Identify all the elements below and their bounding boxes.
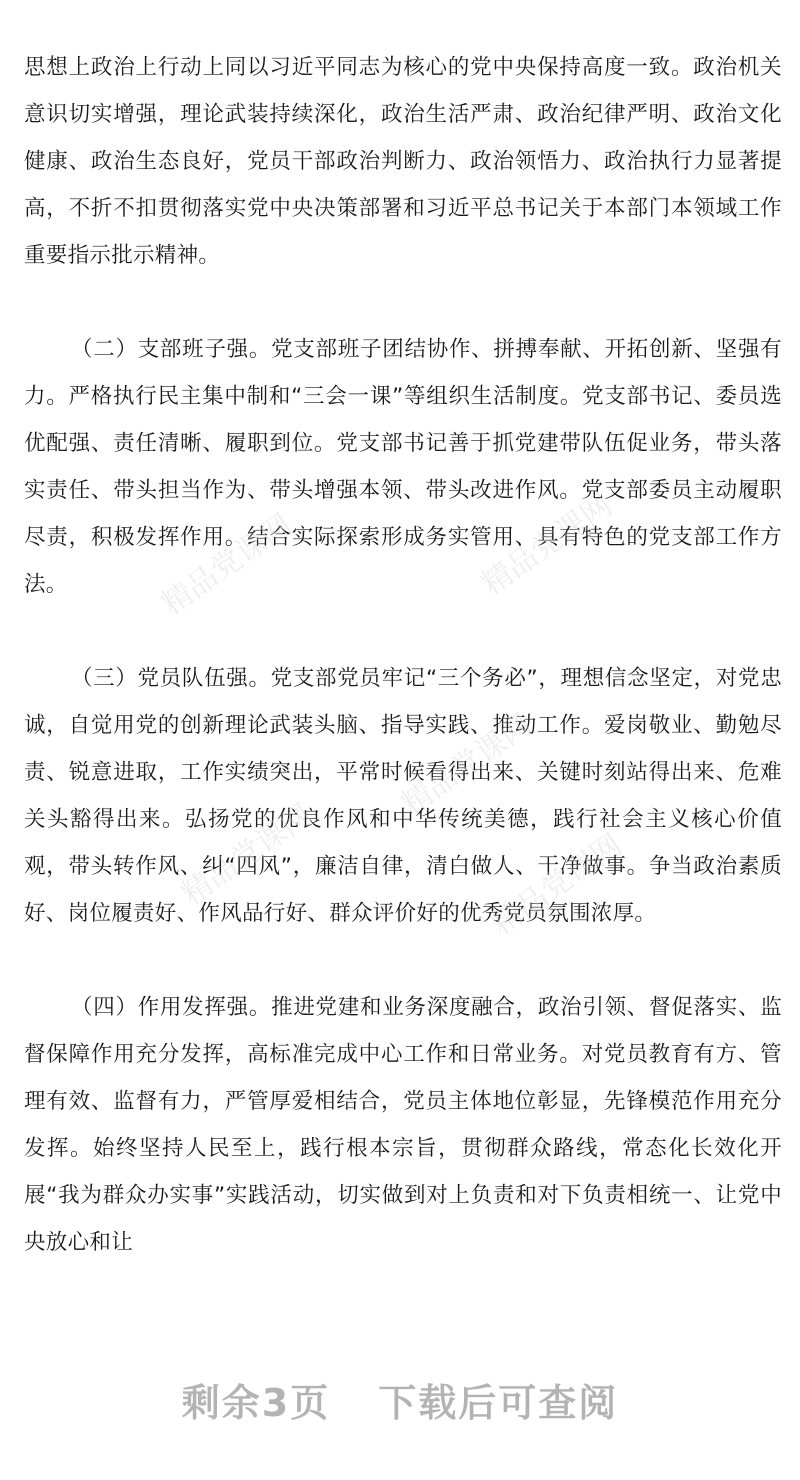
paragraph-party-members: （三）党员队伍强。党支部党员牢记“三个务必”，理想信念坚定，对党忠诚，自觉用党的创新理论武装头脑、指导实践、推动工作。爱岗敬业、勤勉尽责、锐意进取，工作实绩突出，平常时候看得出来、关键时刻站得出来、危难关头豁得出来。弘扬党的优良作风和中华传统美德，践行社会主义核心价值观，带头转作风、纠“四风”，廉洁自律，清白做人、干净做事。争当政治素质好、岗位履责好、作风品行好、群众评价好的优秀党员氛围浓厚。 bbox=[24, 666, 782, 926]
watermark: 精品党课网 bbox=[395, 707, 539, 823]
remaining-pages-text: 剩余3页 bbox=[181, 1381, 331, 1425]
watermark: 精品党课网 bbox=[485, 827, 629, 943]
document-body bbox=[24, 0, 782, 1266]
watermark: 精品党课网 bbox=[175, 797, 319, 913]
paragraph-intro: 思想上政治上行动上同以习近平同志为核心的党中央保持高度一致。政治机关意识切实增强，理论武装持续深化，政治生活严肃、政治纪律严明、政治文化健康、政治生态良好，党员干部政治判断力、政治领悟力、政治执行力显著提高，不折不扣贯彻落实党中央决策部署和习近平总书记关于本部门本领域工作重要指示批示精神。 bbox=[24, 55, 782, 268]
watermark: 精品党课网 bbox=[475, 487, 619, 603]
paragraph-role-play: （四）作用发挥强。推进党建和业务深度融合，政治引领、督促落实、监督保障作用充分发挥，高标准完成中心工作和日常业务。对党员教育有方、管理有效、监督有力，严管厚爱相结合，党员主体地位彰显，先锋模范作用充分发挥。始终坚持人民至上，践行根本宗旨，贯彻群众路线，常态化长效化开展“我为群众办实事”实践活动，切实做到对上负责和对下负责相统一、让党中央放心和让 bbox=[24, 995, 782, 1255]
download-banner[interactable] bbox=[0, 1372, 800, 1427]
download-hint-text: 下载后可查阅 bbox=[378, 1381, 619, 1425]
paragraph-branch-team: （二）支部班子强。党支部班子团结协作、拼搏奉献、开拓创新、坚强有力。严格执行民主集中制和“三会一课”等组织生活制度。党支部书记、委员选优配强、责任清晰、履职到位。党支部书记善于抓党建带队伍促业务，带头落实责任、带头担当作为、带头增强本领、带头改进作风。党支部委员主动履职尽责，积极发挥作用。结合实际探索形成务实管用、具有特色的党支部工作方法。 bbox=[24, 337, 782, 597]
watermark: 精品党课网 bbox=[155, 507, 299, 623]
